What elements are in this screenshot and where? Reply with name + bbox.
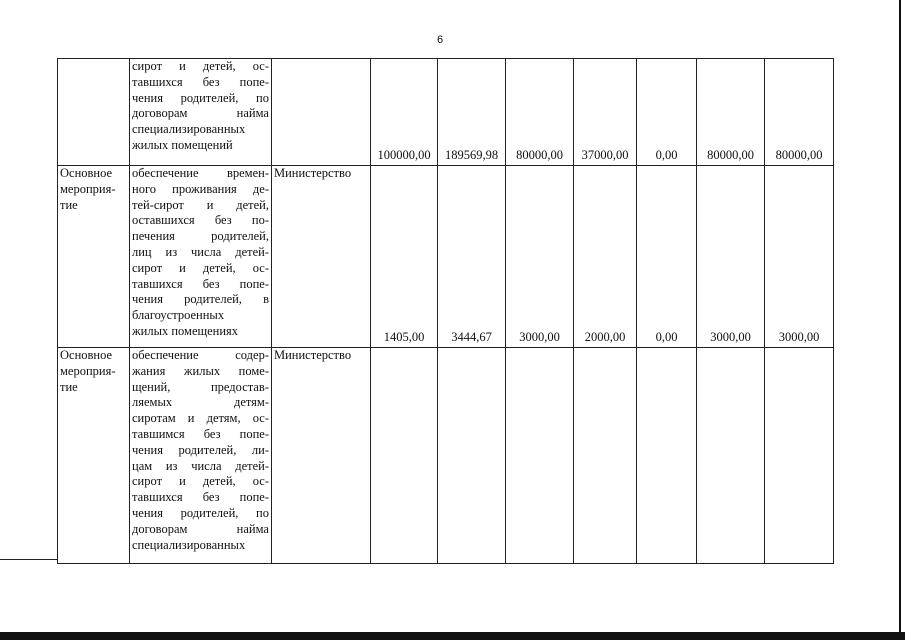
funding-value-cell bbox=[506, 348, 574, 564]
table-row bbox=[58, 348, 834, 564]
activity-description-text: тавшимся без попе- bbox=[132, 426, 269, 441]
funding-value-cell bbox=[574, 348, 637, 564]
activity-type-text: Основное bbox=[60, 166, 113, 180]
activity-description-text: печения родителей, bbox=[132, 229, 269, 244]
funding-value-cell: 2000,00 bbox=[574, 166, 637, 348]
activity-description-cell bbox=[130, 348, 272, 564]
activity-description-text: чения родителей, ли- bbox=[132, 442, 269, 457]
activity-description-text: договорам найма bbox=[132, 521, 269, 536]
funding-value-cell: 80000,00 bbox=[506, 59, 574, 166]
activity-type-text: тие bbox=[60, 379, 78, 394]
funding-value-cell: 100000,00 bbox=[371, 59, 438, 166]
executor-cell bbox=[272, 166, 371, 348]
activity-type-text: тие bbox=[60, 197, 78, 212]
table-row bbox=[58, 59, 834, 166]
funding-value-cell bbox=[765, 348, 834, 564]
activity-description-text: сирот и детей, ос- bbox=[132, 59, 269, 73]
funding-value-cell: 3000,00 bbox=[697, 166, 765, 348]
budget-table bbox=[57, 58, 834, 564]
activity-description-text: тавшихся без попе- bbox=[132, 74, 269, 89]
executor-text: Министерство bbox=[274, 166, 352, 180]
activity-description-text: жилых помещениях bbox=[132, 323, 239, 338]
activity-description-text: цам из числа детей- bbox=[132, 458, 269, 473]
funding-value-cell: 3444,67 bbox=[438, 166, 506, 348]
funding-value-cell: 0,00 bbox=[637, 59, 697, 166]
funding-value-cell bbox=[637, 348, 697, 564]
activity-description-text: жания жилых поме- bbox=[132, 363, 269, 378]
activity-description-text: ляемых детям- bbox=[132, 395, 269, 410]
activity-type-text: мероприя- bbox=[60, 181, 116, 196]
funding-value-cell: 37000,00 bbox=[574, 59, 637, 166]
activity-description-text: чения родителей, по bbox=[132, 505, 269, 520]
activity-description-text: сирот и детей, ос- bbox=[132, 474, 269, 489]
activity-description-text: оставшихся без по- bbox=[132, 213, 269, 228]
funding-value-cell: 80000,00 bbox=[765, 59, 834, 166]
activity-description-text: специализированных bbox=[132, 537, 246, 552]
funding-value-cell: 189569,98 bbox=[438, 59, 506, 166]
activity-type-cell bbox=[58, 348, 130, 564]
activity-description-text: сирот и детей, ос- bbox=[132, 260, 269, 275]
activity-description-cell bbox=[130, 166, 272, 348]
activity-description-text: щений, предостав- bbox=[132, 379, 269, 394]
activity-description-text: ного проживания де- bbox=[132, 181, 269, 196]
activity-description-text: тавшихся без попе- bbox=[132, 490, 269, 505]
funding-value-cell: 0,00 bbox=[637, 166, 697, 348]
activity-description-text: специализированных bbox=[132, 122, 246, 137]
activity-description-text: благоустроенных bbox=[132, 308, 225, 323]
page-rule bbox=[0, 559, 58, 560]
activity-description-text: тавшихся без попе- bbox=[132, 276, 269, 291]
activity-description-text: лиц из числа детей- bbox=[132, 244, 269, 259]
table-row bbox=[58, 166, 834, 348]
activity-description-text: чения родителей, по bbox=[132, 90, 269, 105]
activity-description-text: обеспечение времен- bbox=[132, 166, 269, 180]
activity-description-text: чения родителей, в bbox=[132, 292, 269, 307]
funding-value-cell: 80000,00 bbox=[697, 59, 765, 166]
funding-value-cell bbox=[371, 348, 438, 564]
activity-description-text: договорам найма bbox=[132, 106, 269, 121]
activity-type-text: Основное bbox=[60, 348, 113, 362]
activity-description-text: обеспечение содер- bbox=[132, 348, 269, 362]
activity-description-text: жилых помещений bbox=[132, 137, 233, 152]
funding-value-cell bbox=[438, 348, 506, 564]
activity-type-text: мероприя- bbox=[60, 363, 116, 378]
scan-edge-bottom bbox=[0, 632, 905, 640]
scan-edge-right bbox=[899, 0, 901, 640]
funding-value-cell: 1405,00 bbox=[371, 166, 438, 348]
activity-description-text: сиротам и детям, ос- bbox=[132, 411, 269, 426]
activity-type-cell bbox=[58, 166, 130, 348]
executor-cell bbox=[272, 348, 371, 564]
activity-description-cell bbox=[130, 59, 272, 166]
funding-value-cell: 3000,00 bbox=[506, 166, 574, 348]
activity-type-cell bbox=[58, 59, 130, 166]
executor-text: Министерство bbox=[274, 348, 352, 362]
funding-value-cell: 3000,00 bbox=[765, 166, 834, 348]
page-number: 6 bbox=[437, 34, 444, 46]
funding-value-cell bbox=[697, 348, 765, 564]
activity-description-text: тей-сирот и детей, bbox=[132, 197, 269, 212]
executor-cell bbox=[272, 59, 371, 166]
